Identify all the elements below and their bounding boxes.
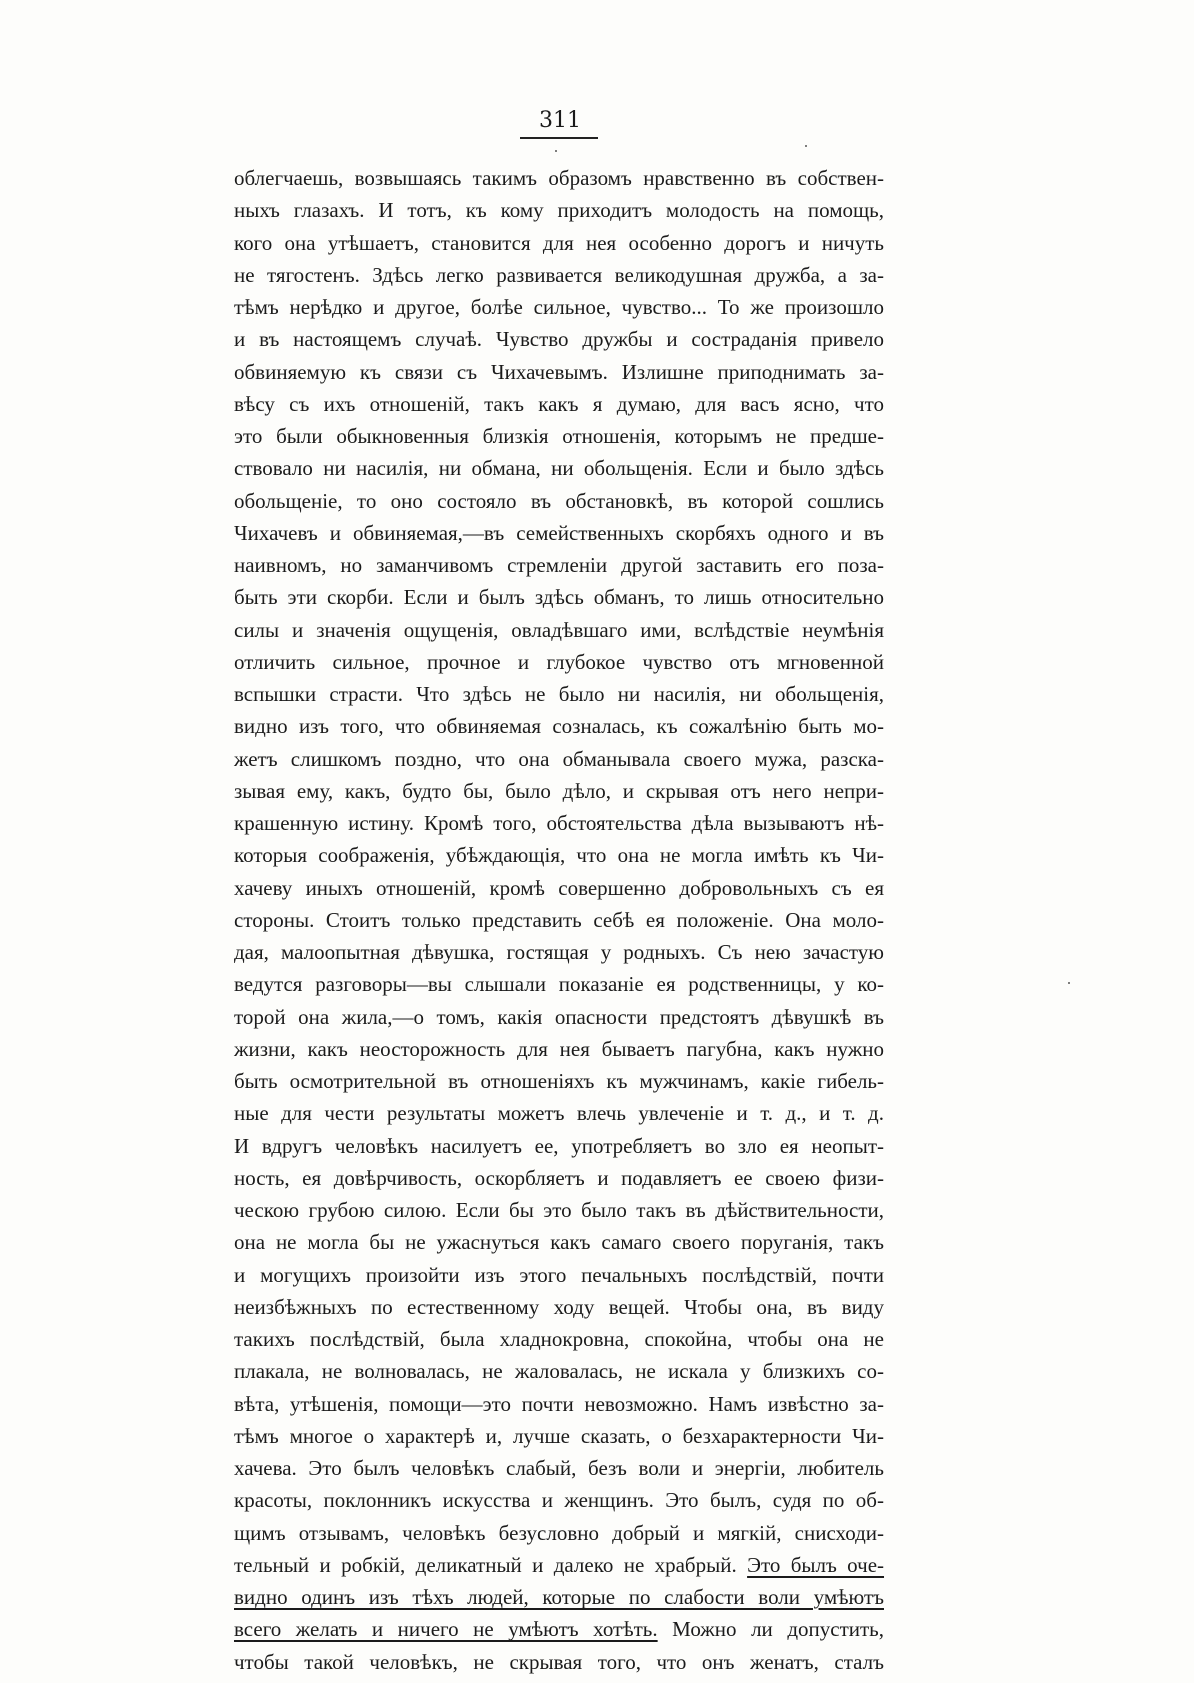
text-line: ные для чести результаты можетъ влечь увлеченіе и т. д., и т. д. [234,1101,884,1126]
text-line: быть эти скорби. Если и былъ здѣсь обманъ, то лишь относительно [234,585,884,610]
scan-speck [1068,982,1070,984]
hand-underlined-text: видно одинъ изъ тѣхъ людей, которые по слабости воли умѣютъ [234,1585,884,1609]
text-line: щимъ отзывамъ, человѣкъ безусловно добрый и мягкій, снисходи- [234,1520,884,1545]
text-line: обвиняемую къ связи съ Чихачевымъ. Излишне приподнимать за- [234,359,884,384]
text-segment: Можно ли допустить, [672,1617,884,1642]
text-line: которыя соображенія, убѣждающія, что она не могла имѣть къ Чи- [234,843,884,868]
page-number: 311 [539,108,581,133]
text-line: ведутся разговоры—вы слышали показаніе ея родственницы, у ко- [234,972,884,997]
text-line: плакала, не волновалась, не жаловалась, не искала у близкихъ со- [234,1359,884,1384]
text-line: она не могла бы не ужаснуться какъ самаго своего поруганія, такъ [234,1230,884,1255]
text-line: и въ настоящемъ случаѣ. Чувство дружбы и состраданія привело [234,327,884,352]
text-line: обольщеніе, то оно состояло въ обстановкѣ, въ которой сошлись [234,488,884,513]
text-line: и могущихъ произойти изъ этого печальныхъ послѣдствій, почти [234,1262,884,1287]
text-line: ныхъ глазахъ. И тотъ, къ кому приходитъ молодость на помощь, [234,198,884,223]
text-line: чтобы такой человѣкъ, не скрывая того, что онъ женатъ, сталъ [234,1649,884,1674]
body-text [234,162,884,1678]
text-line: силы и значенія ощущенія, овладѣвшаго ими, вслѣдствіе неумѣнія [234,617,884,642]
text-line: красоты, поклонникъ искусства и женщинъ. Это былъ, судя по об- [234,1488,884,1513]
text-line: отличить сильное, прочное и глубокое чувство отъ мгновенной [234,649,884,674]
text-line: неизбѣжныхъ по естественному ходу вещей. Чтобы она, въ виду [234,1294,884,1319]
text-line: дая, малоопытная дѣвушка, гостящая у родныхъ. Съ нею зачастую [234,940,884,964]
text-line: такихъ послѣдствій, была хладнокровна, спокойна, чтобы она не [234,1327,884,1351]
text-line: ческою грубою силою. Если бы это было такъ въ дѣйствительности, [234,1198,884,1222]
text-line: жетъ слишкомъ поздно, что она обманывала своего мужа, разска- [234,746,884,771]
scan-speck [555,150,557,152]
text-line: облегчаешь, возвышаясь такимъ образомъ нравственно въ собствен- [234,166,884,190]
text-line: тѣмъ многое о характерѣ и, лучше сказать, о безхарактерности Чи- [234,1423,884,1448]
text-line: Чихачевъ и обвиняемая,—въ семейственныхъ скорбяхъ одного и въ [234,520,884,545]
text-line: не тягостенъ. Здѣсь легко развивается великодушная дружба, а за- [234,262,884,287]
text-line: видно изъ того, что обвиняемая созналась, къ сожалѣнію быть мо- [234,714,884,739]
text-line: ствовало ни насилія, ни обмана, ни обольщенія. Если и было здѣсь [234,456,884,481]
text-line: наивномъ, но заманчивомъ стремленіи другой заставить его поза- [234,553,884,577]
text-line: вѣта, утѣшенія, помощи—это почти невозможно. Намъ извѣстно за- [234,1391,884,1416]
text-line: крашенную истину. Кромѣ того, обстоятельства дѣла вызываютъ нѣ- [234,811,884,835]
text-line: хачеву иныхъ отношеній, кромѣ совершенно добровольныхъ съ ея [234,875,884,900]
text-line: вѣсу съ ихъ отношеній, такъ какъ я думаю, для васъ ясно, что [234,391,884,416]
text-line: хачева. Это былъ человѣкъ слабый, безъ воли и энергіи, любитель [234,1456,884,1480]
text-line: жизни, какъ неосторожность для нея бываетъ пагубна, какъ нужно [234,1036,884,1061]
text-line: это были обыкновенныя близкія отношенія, которымъ не предше- [234,424,884,448]
hand-underlined-text: Это былъ оче- [747,1552,885,1577]
text-line [234,1581,884,1613]
hand-underlined-text: всего желать и ничего не умѣютъ хотѣть. [234,1617,658,1642]
page-number-rule [520,137,598,139]
text-line [234,1613,884,1645]
scan-speck [805,145,807,147]
text-line: торой она жила,—о томъ, какія опасности предстоятъ дѣвушкѣ въ [234,1004,884,1029]
text-line: тѣмъ нерѣдко и другое, болѣе сильное, чувство... То же произошло [234,295,884,319]
text-segment: тельный и робкій, деликатный и далеко не храбрый. [234,1552,737,1577]
text-line: вспышки страсти. Что здѣсь не было ни насилія, ни обольщенія, [234,682,884,706]
text-line: кого она утѣшаетъ, становится для нея особенно дорогъ и ничуть [234,230,884,255]
text-line [234,1549,884,1581]
text-line: И вдругъ человѣкъ насилуетъ ее, употребляетъ во зло ея неопыт- [234,1133,884,1158]
text-line: быть осмотрительной въ отношеніяхъ къ мужчинамъ, какіе гибель- [234,1069,884,1093]
text-line: ность, ея довѣрчивость, оскорбляетъ и подавляетъ ее своею физи- [234,1165,884,1190]
text-line: зывая ему, какъ, будто бы, было дѣло, и скрывая отъ него непри- [234,778,884,803]
text-line: стороны. Стоитъ только представить себѣ ея положеніе. Она моло- [234,907,884,932]
